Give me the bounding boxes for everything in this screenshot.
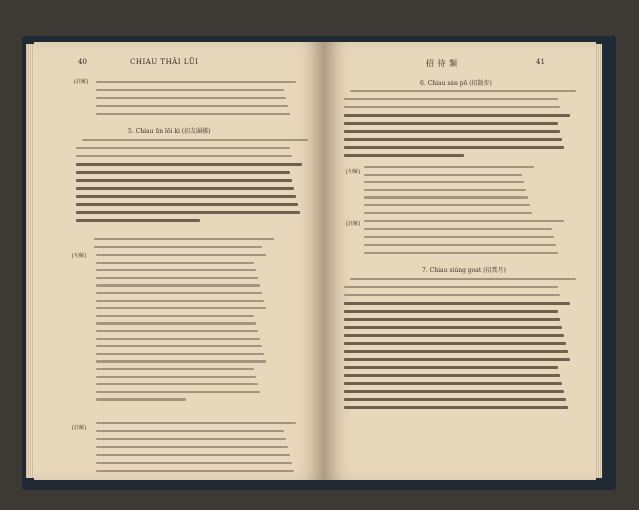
text-line [344,122,558,125]
text-line [96,345,262,347]
text-line [364,252,558,254]
text-line [96,338,260,340]
text-line [344,358,570,361]
text-line [364,196,528,198]
text-line [96,113,290,115]
text-line [344,98,558,100]
text-line [344,374,560,377]
left-page [34,42,324,480]
text-line [344,146,564,149]
left-section-title: 5. Chiau ūn lōi kì (招友圍棋) [128,128,211,135]
text-line [344,382,562,385]
text-line [96,368,254,370]
text-line [364,228,552,230]
text-line [96,284,260,286]
text-line [76,219,200,222]
text-line [364,212,532,214]
text-line [76,155,292,157]
text-line [96,81,296,83]
right-page-number: 41 [536,58,545,66]
text-line [76,179,292,182]
text-line [96,454,290,456]
text-line [344,406,568,409]
text-line [96,262,254,264]
left-page-number: 40 [78,58,87,66]
text-line [364,236,554,238]
text-line [82,139,308,141]
left-running-head: CHIAU THÂI LŪI [130,58,199,66]
right-vocab-mark: [句解] [346,169,360,175]
text-line [94,238,274,240]
right-note-mark: [註解] [346,221,360,227]
text-line [96,269,256,271]
text-line [96,97,286,99]
text-line [96,391,260,393]
text-line [96,353,264,355]
text-line [364,244,556,246]
text-line [96,89,284,91]
text-line [76,203,298,206]
text-line [96,322,256,324]
text-line [344,106,560,108]
text-line [344,334,564,337]
right-section-6-title: 6. Chiau sán pō (招散步) [420,80,492,87]
text-line [96,383,258,385]
text-line [350,278,576,280]
left-note-mark-bottom: [註解] [72,425,86,431]
text-line [76,187,294,190]
text-line [96,330,258,332]
text-line [344,286,558,288]
text-line [96,315,254,317]
text-line [344,138,562,141]
text-line [364,220,564,222]
text-line [96,360,266,362]
text-line [344,302,570,305]
text-line [96,300,264,302]
text-line [96,307,266,309]
text-line [344,350,568,353]
text-line [76,147,290,149]
text-line [96,446,288,448]
text-line [94,246,262,248]
text-line [96,438,286,440]
right-running-head: 招 待 類 [426,59,458,68]
text-line [344,114,570,117]
text-line [96,254,266,256]
text-line [344,310,558,313]
text-line [96,422,296,424]
text-line [350,90,576,92]
text-line [344,294,560,296]
text-line [364,166,534,168]
text-line [344,318,560,321]
text-line [96,470,294,472]
text-line [344,130,560,133]
left-vocab-mark: [句解] [72,253,86,259]
text-line [76,171,290,174]
right-page [324,42,596,480]
text-line [76,195,296,198]
text-line [364,189,526,191]
text-line [96,398,186,400]
text-line [344,326,562,329]
text-line [344,398,566,401]
text-line [76,211,300,214]
left-note-mark-top: [註解] [74,79,88,85]
text-line [344,366,558,369]
text-line [96,277,258,279]
text-line [76,163,302,166]
text-line [344,342,566,345]
text-line [96,105,288,107]
text-line [96,462,292,464]
text-line [96,430,284,432]
text-line [364,204,530,206]
right-section-7-title: 7. Chiau siúng goat (招賞月) [422,267,506,274]
text-line [344,390,564,393]
text-line [364,181,524,183]
text-line [96,292,262,294]
text-line [96,376,256,378]
text-line [344,154,464,157]
text-line [364,174,522,176]
